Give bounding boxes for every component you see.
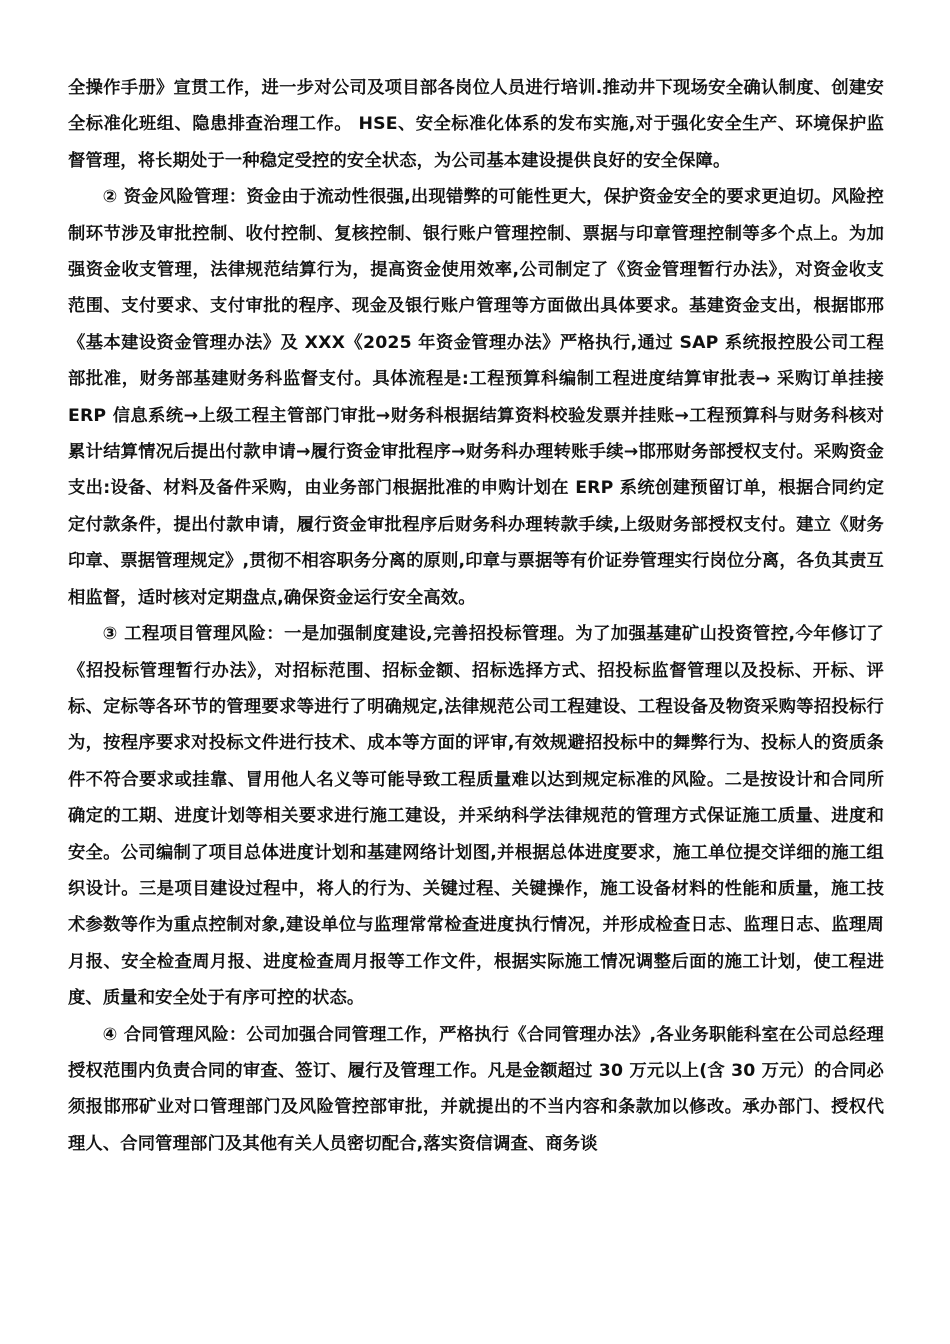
document-body <box>68 70 884 1162</box>
paragraph-safety-continuation: 全操作手册》宣贯工作，进一步对公司及项目部各岗位人员进行培训.推动井下现场安全确认制度、创建安全标准化班组、隐患排查治理工作。 HSE、安全标准化体系的发布实施,对于强化安全生产、环境保护监督管理，将长期处于一种稳定受控的安全状态，为公司基本建设提供良好的安全保障。 <box>68 78 884 171</box>
paragraph-fund-risk: ② 资金风险管理：资金由于流动性很强,出现错弊的可能性更大，保护资金安全的要求更迫切。风险控制环节涉及审批控制、收付控制、复核控制、银行账户管理控制、票据与印章管理控制等多个点上。为加强资金收支管理，法律规范结算行为，提高资金使用效率,公司制定了《资金管理暂行办法》，对资金收支范围、支付要求、支付审批的程序、现金及银行账户管理等方面做出具体要求。基建资金支出，根据邯邢《基本建设资金管理办法》及 XXX《2025 年资金管理办法》严格执行,通过 SAP 系统报控股公司工程部批准，财务部基建财务科监督支付。具体流程是:工程预算科编制工程进度结算审批表→ 采购订单挂接 ERP 信息系统→上级工程主管部门审批→财务科根据结算资料校验发票并挂账→工程预算科与财务科核对累计结算情况后提出付款申请→履行资金审批程序→财务科办理转账手续→邯邢财务部授权支付。采购资金支出:设备、材料及备件采购，由业务部门根据批准的申购计划在 ERP 系统创建预留订单，根据合同约定定付款条件，提出付款申请，履行资金审批程序后财务科办理转款手续,上级财务部授权支付。建立《财务印章、票据管理规定》,贯彻不相容职务分离的原则,印章与票据等有价证券管理实行岗位分离，各负其责互相监督，适时核对定期盘点,确保资金运行安全高效。 <box>68 187 884 608</box>
paragraph-contract-risk: ④ 合同管理风险：公司加强合同管理工作，严格执行《合同管理办法》,各业务职能科室在公司总经理授权范围内负责合同的审查、签订、履行及管理工作。凡是金额超过 30 万元以上(含 30 万元）的合同必须报邯邢矿业对口管理部门及风险管控部审批，并就提出的不当内容和条款加以修改。承办部门、授权代理人、合同管理部门及其他有关人员密切配合,落实资信调查、商务谈 <box>68 1024 884 1154</box>
paragraph-project-risk: ③ 工程项目管理风险：一是加强制度建设,完善招投标管理。为了加强基建矿山投资管控,今年修订了《招投标管理暂行办法》，对招标范围、招标金额、招标选择方式、招投标监督管理以及投标、开标、评标、定标等各环节的管理要求等进行了明确规定,法律规范公司工程建设、工程设备及物资采购等招投标行为，按程序要求对投标文件进行技术、成本等方面的评审,有效规避招投标中的舞弊行为、投标人的资质条件不符合要求或挂靠、冒用他人名义等可能导致工程质量难以达到规定标准的风险。二是按设计和合同所确定的工期、进度计划等相关要求进行施工建设，并采纳科学法律规范的管理方式保证施工质量、进度和安全。公司编制了项目总体进度计划和基建网络计划图,并根据总体进度要求，施工单位提交详细的施工组织设计。三是项目建设过程中，将人的行为、关键过程、关键操作，施工设备材料的性能和质量，施工技术参数等作为重点控制对象,建设单位与监理常常检查进度执行情况，并形成检查日志、监理日志、监理周月报、安全检查周月报、进度检查周月报等工作文件，根据实际施工情况调整后面的施工计划，使工程进度、质量和安全处于有序可控的状态。 <box>68 624 884 1009</box>
